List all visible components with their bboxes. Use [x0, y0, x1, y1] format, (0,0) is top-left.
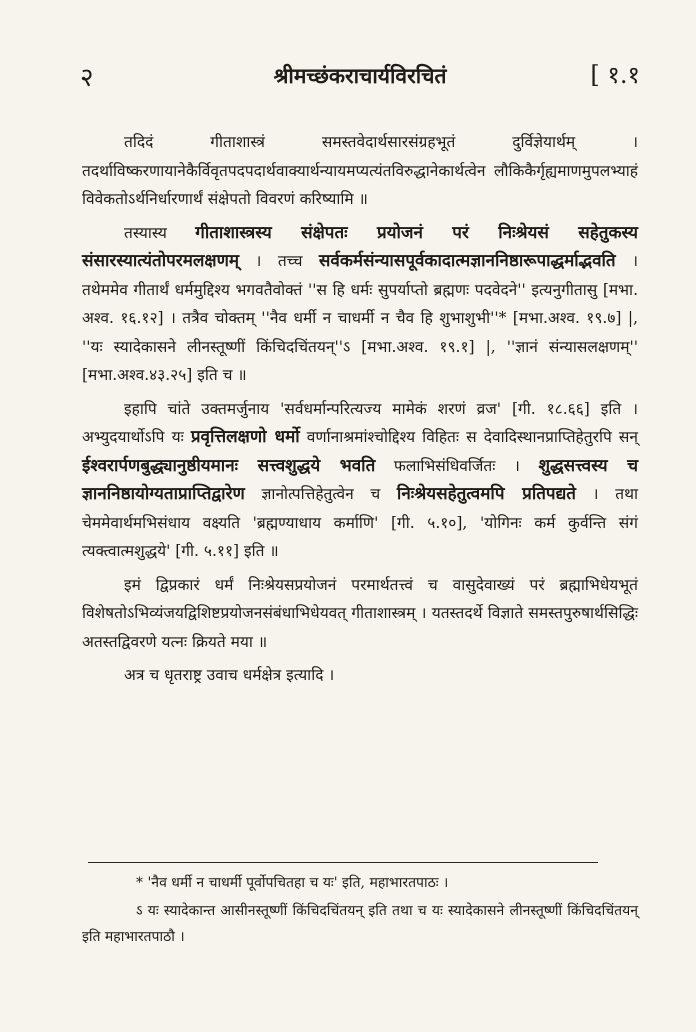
text-segment: ज्ञानोत्पत्तिहेतुत्वेन च: [244, 485, 397, 503]
footnote-divider: [88, 862, 598, 863]
commentary-body: [82, 128, 638, 695]
text-segment: तदिदं गीताशास्त्रं समस्तवेदार्थसारसंग्रहभूतं दुर्विज्ञेयार्थम् । तदर्थाविष्करणायानेकैर्विवृतपदपदार्थवाक्यार्थन्यायमप्यत्यंतविरुद्धानेकार्थत्वेन लौकिकैर्गृह्यमाणमुपलभ्याहं विवेकतोऽर्थनिर्धारणार्थं संक्षेपतो विवरणं करिष्यामि ॥: [82, 133, 638, 208]
verse-reference: [ १.१: [590, 61, 640, 89]
paragraph: [82, 128, 638, 214]
text-segment: फलाभिसंधिवर्जितः ।: [375, 456, 539, 475]
running-title: श्रीमच्छंकराचार्यविरचितं: [273, 63, 447, 88]
footnote: ऽ यः स्यादेकान्त आसीनस्तूष्णीं किंचिदचिंतयन् इति तथा च यः स्यादेकासने लीनस्तूष्णीं किंचिदचिंतयन् इति महाभारतपाठौ ।: [82, 903, 638, 945]
text-segment: । तच्च: [239, 252, 319, 270]
emphasized-text: गीताशास्त्रस्य संक्षेपतः प्रयोजनं परं निःश्रेयसं सहेतुकस्य संसारस्यात्यंतोपरमलक्षणम्: [82, 222, 638, 271]
emphasized-text: ईश्वरार्पणबुद्ध्यानुष्ठीयमानः सत्त्वशुद्धये भवति: [82, 455, 376, 476]
text-segment: । तथा चेममेवार्थमभिसंधाय वक्ष्यति 'ब्रह्मण्याधाय कर्माणि' [गी. ५.१०], 'योगिनः कर्म कुर्वन्ति संगं त्यक्त्वात्मशुद्धये' [गी. ५.११] इति ॥: [82, 485, 638, 560]
text-segment: । तथेममेव गीतार्थं धर्ममुद्दिश्य भगवतैवोक्तं ''स हि धर्मः सुपर्याप्तो ब्रह्मणः पदवेदने'' इत्यनुगीतासु [मभा. अश्व. १६.१२] । तत्रैव चोक्तम् ''नैव धर्मी न चाधर्मी न चैव हि शुभाशुभी''* [मभा.अश्व. १९.७] |, ''यः स्यादेकासने लीनस्तूष्णीं किंचिदचिंतयन्''ऽ [मभा.अश्व. १९.१] |, ''ज्ञानं संन्यासलक्षणम्'' [मभा.अश्व.४३.२५] इति च ॥: [82, 252, 638, 384]
paragraph: [82, 661, 638, 690]
emphasized-text: सर्वकर्मसंन्यासपूर्वकादात्मज्ञाननिष्ठारूपाद्धर्माद्भवति: [318, 251, 616, 271]
paragraph: [82, 219, 638, 390]
page-header: [80, 56, 640, 96]
text-segment: इहापि चांते उक्तमर्जुनाय 'सर्वधर्मान्परित्यज्य मामेकं शरणं व्रज' [गी. १८.६६] इति । अभ्युदयार्थोऽपि यः: [82, 399, 638, 446]
text-segment: इमं द्विप्रकारं धर्मं निःश्रेयसप्रयोजनं परमार्थतत्त्वं च वासुदेवाख्यं परं ब्रह्माभिधेयभूतं विशेषतोऽभिव्यंजयद्विशिष्टप्रयोजनसंबंधाभिधेयवत् गीताशास्त्रम् । यतस्तदर्थे विज्ञाते समस्तपुरुषार्थसिद्धिः अतस्तद्विवरणे यत्नः क्रियते मया ॥: [82, 575, 638, 651]
footnote: * 'नैव धर्मी न चाधर्मी पूर्वोपचितहा च यः' इति, महाभारतपाठः ।: [136, 875, 449, 891]
paragraph: [82, 571, 638, 657]
footnotes: [82, 870, 638, 952]
emphasized-text: निःश्रेयसहेतुत्वमपि प्रतिपद्यते: [396, 484, 576, 504]
paragraph: [82, 395, 638, 566]
page-number: २: [80, 63, 94, 93]
emphasized-text: शुद्धसत्त्वस्य च ज्ञाननिष्ठायोग्यताप्राप्तिद्वारेण: [82, 455, 638, 504]
text-segment: अत्र च धृतराष्ट्र उवाच धर्मक्षेत्र इत्यादि ।: [124, 666, 335, 684]
text-segment: तस्यास्य: [124, 223, 196, 242]
text-segment: वर्णानाश्रमांश्चोद्दिश्य विहितः स देवादिस्थानप्राप्तिहेतुरपि सन्: [299, 428, 638, 446]
emphasized-text: प्रवृत्तिलक्षणो धर्मो: [190, 427, 300, 447]
